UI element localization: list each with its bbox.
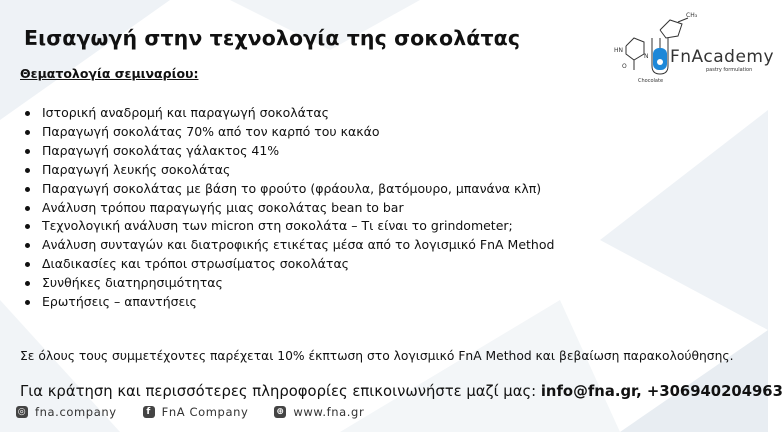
instagram-icon: ◎	[17, 407, 27, 417]
list-item: Παραγωγή σοκολάτας γάλακτος 41%	[20, 142, 554, 161]
bg-shape-top-left	[0, 0, 170, 120]
logo-label-n: N	[644, 53, 649, 60]
social-links	[16, 404, 364, 420]
list-item: Παραγωγή σοκολάτας με βάση το φρούτο (φράουλα, βατόμουρο, μπανάνα κλπ)	[20, 180, 554, 199]
list-item: Ανάλυση τρόπου παραγωγής μιας σοκολάτας bean to bar	[20, 199, 554, 218]
list-item: Ιστορική αναδρομή και παραγωγή σοκολάτας	[20, 104, 554, 123]
facebook-icon: f	[143, 406, 155, 418]
logo-tagline: pastry formulation	[706, 67, 753, 73]
logo-molecule-ring	[626, 38, 644, 60]
list-item: Συνθήκες διατηρησιμότητας	[20, 274, 554, 293]
contact-details[interactable]: info@fna.gr, +306940204963	[540, 383, 783, 400]
logo-label-hn: HN	[614, 47, 623, 54]
bg-shape-bottom	[340, 300, 620, 432]
logo-label-ch3: CH₃	[686, 12, 698, 19]
list-item: Διαδικασίες και τρόποι στρωσίματος σοκολάτας	[20, 255, 554, 274]
social-label: www.fna.gr	[293, 405, 365, 419]
social-instagram[interactable]	[16, 405, 117, 419]
logo-brand-text: FnAcademy	[670, 47, 775, 67]
topics-list	[20, 104, 554, 312]
logo-label-chocolate: Chocolate	[638, 78, 664, 84]
social-label: FnA Company	[161, 405, 249, 419]
social-web[interactable]	[274, 405, 364, 419]
contact-line	[20, 383, 783, 400]
discount-note: Σε όλους τους συμμετέχοντες παρέχεται 10% έκπτωση στο λογισμικό FnA Method και βεβαίωση παρακολούθησης.	[20, 349, 734, 363]
web-icon: ⊕	[276, 407, 285, 417]
list-item: Παραγωγή σοκολάτας 70% από τον καρπό του κακάο	[20, 123, 554, 142]
bg-shape-bottom-right	[620, 330, 768, 432]
bg-shape-right	[600, 110, 768, 330]
logo-label-o: O	[622, 63, 627, 70]
fnacademy-logo	[612, 8, 775, 90]
social-label: fna.company	[35, 405, 117, 419]
social-facebook[interactable]	[143, 405, 249, 419]
list-item: Τεχνολογική ανάλυση των micron στη σοκολάτα – Τι είναι το grindometer;	[20, 217, 554, 236]
list-item: Παραγωγή λευκής σοκολάτας	[20, 161, 554, 180]
page-title: Εισαγωγή στην τεχνολογία της σοκολάτας	[24, 26, 521, 50]
contact-prefix: Για κράτηση και περισσότερες πληροφορίες επικοινωνήστε μαζί μας:	[20, 383, 541, 400]
section-heading: Θεματολογία σεμιναρίου:	[20, 66, 199, 81]
list-item: Ερωτήσεις – απαντήσεις	[20, 293, 554, 312]
list-item: Ανάλυση συνταγών και διατροφικής ετικέτας μέσα από το λογισμικό FnA Method	[20, 236, 554, 255]
